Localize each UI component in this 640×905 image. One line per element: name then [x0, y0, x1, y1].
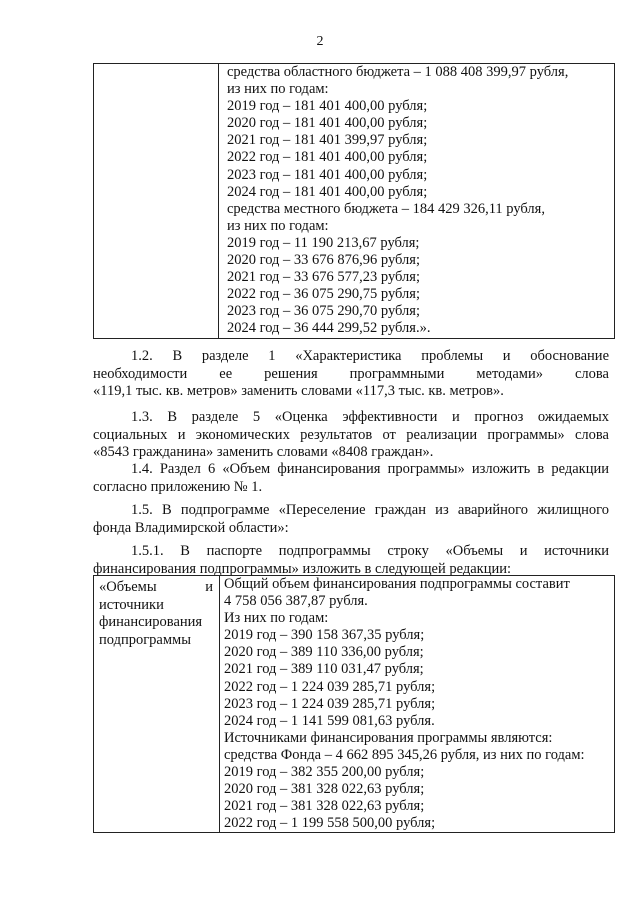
paragraph-1-3	[93, 409, 609, 462]
table2-line: Общий объем финансирования подпрограммы составит	[224, 576, 570, 592]
paragraph-line: фонда Владимирской области»:	[93, 519, 289, 536]
label-line: источники	[99, 596, 164, 613]
table1-line: из них по годам:	[227, 217, 329, 234]
table1-line: 2022 год – 36 075 290,75 рубля;	[227, 286, 420, 303]
paragraph-line: согласно приложению № 1.	[93, 478, 263, 495]
table1-line: 2022 год – 181 401 400,00 рубля;	[227, 149, 428, 166]
funding-values-cell	[220, 576, 615, 833]
table2-line: 2021 год – 389 110 031,47 рубля;	[224, 661, 424, 678]
table2-line: 2024 год – 1 141 599 081,63 рубля.	[224, 712, 435, 729]
table2-line: средства Фонда – 4 662 895 345,26 рубля, из них по годам:	[224, 746, 585, 763]
table2-line: 2020 год – 381 328 022,63 рубля;	[224, 781, 425, 798]
paragraph-line: социальных и экономических результатов от реализации программы» слова	[93, 426, 609, 443]
table1-line: 2023 год – 36 075 290,70 рубля;	[227, 303, 420, 320]
funding-label-cell	[94, 576, 220, 833]
paragraph-1-5-1	[93, 543, 609, 578]
table1-line: 2021 год – 33 676 577,23 рубля;	[227, 269, 420, 286]
table1-line: средства местного бюджета – 184 429 326,11 рубля,	[227, 200, 545, 217]
table1-line: 2021 год – 181 401 399,97 рубля;	[227, 132, 428, 149]
table1-line: из них по годам:	[227, 81, 329, 98]
label-word: «Объемы	[99, 579, 157, 595]
paragraph-line: 1.5.1. В паспорте подпрограммы строку «Объемы и источники	[131, 543, 609, 559]
table2-line: 2021 год – 381 328 022,63 рубля;	[224, 798, 425, 815]
paragraph-line: 1.4. Раздел 6 «Объем финансирования программы» изложить в редакции	[131, 461, 609, 477]
paragraph-line: финансирования подпрограммы» изложить в следующей редакции:	[93, 560, 512, 577]
label-line: подпрограммы	[99, 631, 191, 648]
table2-line: 2022 год – 1 224 039 285,71 рубля;	[224, 678, 436, 695]
paragraph-line: «119,1 тыс. кв. метров» заменить словами «117,3 тыс. кв. метров».	[93, 383, 504, 400]
funding-label	[99, 579, 213, 649]
paragraph-line: 1.2. В разделе 1 «Характеристика проблемы и обоснование	[131, 348, 609, 364]
table1-line: 2020 год – 33 676 876,96 рубля;	[227, 252, 420, 269]
table1-line: 2024 год – 181 401 400,00 рубля;	[227, 183, 428, 200]
table1-line: средства областного бюджета – 1 088 408 399,97 рубля,	[227, 64, 569, 80]
table1-line: 2019 год – 181 401 400,00 рубля;	[227, 98, 428, 115]
table1-empty-cell	[94, 64, 219, 339]
table1-values-cell	[219, 64, 615, 339]
paragraph-1-4	[93, 461, 609, 496]
table1-line: 2023 год – 181 401 400,00 рубля;	[227, 166, 428, 183]
table2-line: 2019 год – 390 158 367,35 рубля;	[224, 627, 425, 644]
label-line: финансирования	[99, 614, 203, 630]
table1-line: 2024 год – 36 444 299,52 рубля.».	[227, 320, 431, 337]
paragraph-line: 1.3. В разделе 5 «Оценка эффективности и прогноз ожидаемых	[131, 409, 609, 425]
table2-line: 2020 год – 389 110 336,00 рубля;	[224, 644, 424, 661]
table2-line: 2019 год – 382 355 200,00 рубля;	[224, 764, 425, 781]
page-number: 2	[316, 34, 324, 49]
paragraph-1-2	[93, 348, 609, 401]
table1-line: 2019 год – 11 190 213,67 рубля;	[227, 234, 420, 251]
budget-table-continuation	[93, 63, 615, 339]
paragraph-line: «8543 гражданина» заменить словами «8408 граждан».	[93, 444, 434, 461]
label-word: и	[205, 579, 213, 595]
paragraph-line: необходимости ее решения программными методами» слова	[93, 365, 609, 382]
table2-line: Из них по годам:	[224, 610, 329, 627]
subprogram-funding-table	[93, 575, 615, 833]
table2-line: 2022 год – 1 199 558 500,00 рубля;	[224, 815, 436, 832]
table2-line: 4 758 056 387,87 рубля.	[224, 593, 368, 610]
paragraph-line: 1.5. В подпрограмме «Переселение граждан из аварийного жилищного	[131, 502, 609, 518]
table2-line: 2023 год – 1 224 039 285,71 рубля;	[224, 695, 436, 712]
table1-line: 2020 год – 181 401 400,00 рубля;	[227, 115, 428, 132]
table2-line: Источниками финансирования программы являются:	[224, 729, 553, 746]
paragraph-1-5	[93, 502, 609, 537]
